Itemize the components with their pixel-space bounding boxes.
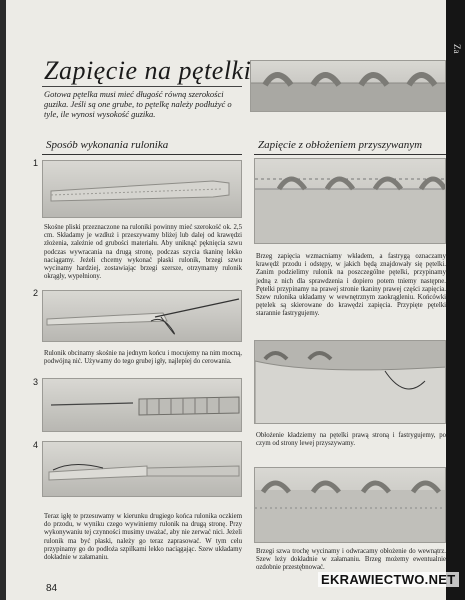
folded-strip-illustration [43, 161, 242, 218]
right-paragraph-1: Brzeg zapięcia wzmacniamy wkładem, a fastrygą oznaczamy krawędź przodu i odstępy, w jakich będą znajdowały się pętelki. Zanim podzielimy rulonik na poszczególne pętelki, przypinamy jedną z nich dla sprawdzenia i dopiero potem tniemy następne. Pętelki przypinamy na prawej stronie tkaniny prawej części zapięcia. Szew rulonika układamy w wewnętrznym zaokrągleniu. Końcówki pętelek są skierowane do krawędzi zapięcia. Przypięte pętelki starannie fastrygujemy. [256, 253, 446, 318]
photo-step-1 [42, 160, 242, 218]
adjacent-page-text: Za [452, 44, 462, 54]
gathered-tube-illustration [43, 379, 242, 432]
photo-right-2 [254, 340, 446, 424]
turning-tube-illustration [43, 442, 242, 497]
photo-right-1 [254, 158, 446, 244]
right-paragraph-2: Obłożenie kładziemy na pętelki prawą stroną i fastrygujemy, po czym od strony lewej przyszywamy. [256, 432, 446, 448]
page-number: 84 [46, 583, 58, 594]
photo-step-3 [42, 378, 242, 432]
step-3-number: 3 [33, 377, 39, 387]
loops-illustration [251, 61, 446, 112]
needle-thread-illustration [43, 291, 242, 342]
right-section-heading: Zapięcie z obłożeniem przyszywanym [258, 139, 423, 151]
facing-over-loops-illustration [255, 341, 446, 424]
step-2-text: Rulonik obcinamy skośnie na jednym końcu i mocujemy na nim mocną, podwójną nić. Używamy do tego grubej igły, najlepiej do cerowania. [44, 350, 242, 366]
finished-loops-illustration [255, 468, 446, 543]
right-section-rule [254, 154, 446, 155]
intro-text: Gotowa pętelka musi mieć długość równą szerokości guzika. Jeśli są one grube, to pętelkę należy podłużyć o tyle, ile wynosi wysokość guzika. [44, 89, 232, 119]
step-1-number: 1 [33, 158, 39, 168]
step-4-text: Teraz igłę te przesuwamy w kierunku drugiego końca rulonika oczkiem do przodu, w wyniku czego wywiniemy rulonik na drugą stronę. Przy wykonywaniu tej czynności musimy uważać, aby nie zerwać nici. Jeżeli rulonik ma być płaski, należy go teraz zaprasować. W tym celu przypinamy go do podłoża szpilkami lekko naciągając. Szew układamy dokładnie w załamaniu. [44, 513, 242, 562]
step-1-text: Skośne pliski przeznaczone na ruloniki powinny mieć szerokość ok. 2,5 cm. Składamy je wzdłuż i przeszywamy bliżej lub dalej od krawędzi złożenia, zależnie od grubości materiału. Aby uniknąć pęknięcia szwu podczas wywracania na drugą stronę, podczas szycia tkaninę lekko naciągamy. Jeżeli chcemy wykonać płaski rulonik, brzegi szwu wycinamy hardziej, zostawiając brzegi szersze, otrzymamy rulonik okrągły, wypełniony. [44, 224, 242, 281]
right-paragraph-3: Brzegi szwa trochę wycinamy i odwracamy obłożenie do wewnątrz. Szew leży dokładnie w załamaniu. Brzeg możemy ewentualnie ozdobnie przestębnować. [256, 548, 446, 572]
title-rule [42, 86, 242, 87]
watermark: EKRAWIECTWO.NET [318, 572, 459, 587]
photo-loops-top [250, 60, 446, 112]
photo-step-2 [42, 290, 242, 342]
book-page [6, 0, 446, 600]
page-title: Zapięcie na pętelki [44, 56, 252, 85]
step-4-number: 4 [33, 440, 39, 450]
pinned-loops-illustration [255, 159, 446, 244]
left-section-heading: Sposób wykonania rulonika [46, 139, 169, 151]
step-2-number: 2 [33, 288, 39, 298]
left-section-rule [42, 154, 242, 155]
photo-step-4 [42, 441, 242, 497]
adjacent-page-edge [446, 0, 465, 600]
photo-right-3 [254, 467, 446, 543]
